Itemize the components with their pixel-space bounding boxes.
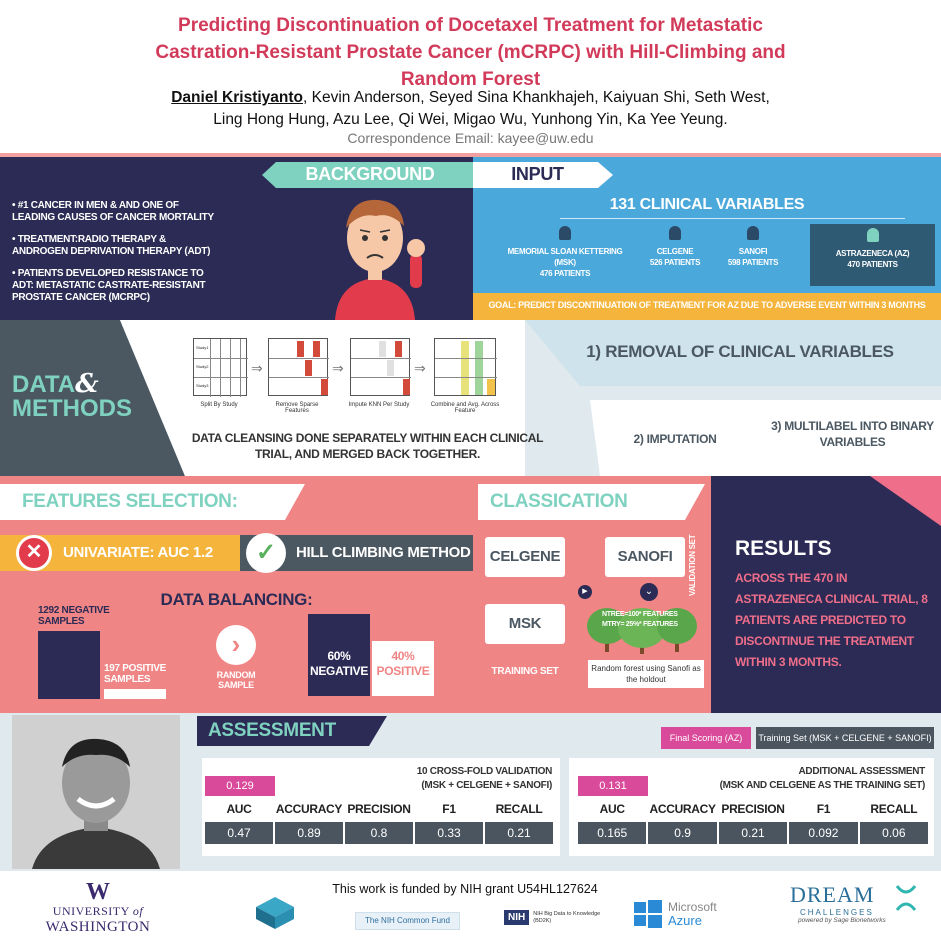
split-by-study-table: Study1 Study2 Study3 [193, 338, 247, 396]
step-remove-label: Remove Sparse Features [275, 402, 319, 414]
metric-value: 0.092 [789, 822, 857, 844]
bullet-2: • TREATMENT:RADIO THERAPY & ANDROGEN DEPRIVATION THERAPY (ADT) [12, 234, 211, 257]
negative-60-text: 60% NEGATIVE [309, 649, 369, 678]
input-title: INPUT [511, 164, 564, 184]
trial-patients: 598 PATIENTS [727, 258, 779, 267]
additional-header-row [578, 798, 928, 820]
ntree: NTREE=100* FEATURES [602, 611, 678, 618]
poster-title [0, 12, 941, 93]
metric-header: F1 [789, 798, 857, 820]
remove-sparse-table [268, 338, 328, 396]
step-split-label: Split By Study [200, 402, 238, 408]
additional-value-row [578, 822, 928, 844]
metric-value: 0.89 [275, 822, 343, 844]
metric-value: 0.8 [345, 822, 413, 844]
classification-title: CLASSICATION [490, 491, 628, 512]
additional-score: 0.131 [578, 776, 648, 796]
rf-note: Random forest using Sanofi as the holdout [588, 660, 704, 688]
rf-params [602, 610, 692, 630]
metric-value: 0.06 [860, 822, 928, 844]
combine-avg-table [434, 338, 496, 396]
methods-title-data: DATA [12, 371, 76, 398]
title-line-1: Predicting Discontinuation of Docetaxel Treatment for Metastatic [178, 15, 763, 36]
person-icon [559, 226, 571, 240]
trial-patients: 470 PATIENTS [847, 260, 898, 269]
metric-header: AUC [578, 798, 646, 820]
cross-icon: ✕ [16, 535, 52, 571]
title-line-2: Castration-Resistant Prostate Cancer (mCRPC) with Hill-Climbing and [155, 42, 786, 63]
cross-fold-header-row [205, 798, 553, 820]
bullet-3: • PATIENTS DEVELOPED RESISTANCE TO ADT: METASTATIC CASTRATE-RESISTANT PROSTATE CANCER (MCRPC) [12, 268, 206, 303]
person-icon [747, 226, 759, 240]
trial-msk [500, 226, 630, 279]
chevron-right-icon: › [216, 625, 256, 665]
metric-value: 0.33 [415, 822, 483, 844]
background-title: BACKGROUND [305, 164, 435, 184]
metric-value: 0.21 [485, 822, 553, 844]
lead-author: Daniel Kristiyanto [171, 89, 304, 106]
results-title: RESULTS [735, 537, 832, 560]
metric-header: AUC [205, 798, 273, 820]
clinical-variables: 131 CLINICAL VARIABLES [609, 196, 805, 213]
metric-header: ACCURACY [648, 798, 716, 820]
bullet-1: • #1 CANCER IN MEN & AND ONE OF LEADING CAUSES OF CANCER MORTALITY [12, 200, 214, 223]
bd2k-text: NIH Big Data to Knowledge (BD2K) [533, 910, 601, 924]
background-bullets [12, 200, 222, 304]
data-balancing-title: DATA BALANCING: [160, 590, 313, 609]
trial-celgene [640, 226, 710, 268]
metric-header: PRECISION [719, 798, 787, 820]
positive-samples-label: 197 POSITIVE SAMPLES [104, 663, 166, 685]
funding-text: This work is funded by NIH grant U54HL127624 [332, 882, 598, 896]
nih-bd2k-logo [504, 910, 601, 925]
assessment-title: ASSESSMENT [208, 720, 336, 741]
features-title: FEATURES SELECTION: [22, 491, 238, 512]
correspondence: Correspondence Email: kayee@uw.edu [347, 130, 594, 146]
metric-value: 0.9 [648, 822, 716, 844]
arrow-icon: ⇒ [332, 360, 344, 376]
random-sample-label: RANDOM SAMPLE [216, 670, 256, 690]
uw-logo: W UNIVERSITY of WASHINGTON [38, 880, 158, 936]
positive-samples-bar [104, 689, 166, 699]
metric-value: 0.165 [578, 822, 646, 844]
negative-samples-bar [38, 631, 100, 699]
person-icon [669, 226, 681, 240]
methods-title-methods: METHODS [12, 395, 132, 422]
metric-header: ACCURACY [275, 798, 343, 820]
legend-final-scoring: Final Scoring (AZ) [661, 727, 751, 749]
azure-logo: Microsoft Azure [634, 900, 717, 928]
arrow-icon: ⇒ [251, 360, 263, 376]
step-3: 3) MULTILABEL INTO BINARY VARIABLES [771, 419, 934, 449]
worried-man-illustration [320, 186, 430, 320]
windows-icon [634, 900, 662, 928]
negative-samples-label: 1292 NEGATIVE SAMPLES [38, 605, 110, 627]
title-line-3: Random Forest [400, 69, 541, 90]
metric-value: 0.21 [719, 822, 787, 844]
trial-name: MEMORIAL SLOAN KETTERING (MSK) [507, 247, 623, 267]
mtry: MTRY= 25%* FEATURES [602, 621, 678, 628]
authors [0, 87, 941, 131]
trial-sanofi [718, 226, 788, 268]
step-2: 2) IMPUTATION [633, 432, 717, 446]
trial-patients: 476 PATIENTS [539, 269, 591, 278]
cube-logo-icon [250, 893, 300, 933]
check-icon: ✓ [246, 533, 286, 573]
nih-common-fund-logo: The NIH Common Fund [355, 912, 460, 930]
uw-w-icon: W [86, 879, 110, 905]
step-combine-label: Combine and Avg. Across Feature [430, 402, 500, 414]
nih-badge: NIH [504, 910, 529, 925]
metric-header: F1 [415, 798, 483, 820]
hill-climbing-label: HILL CLIMBING METHOD [296, 544, 471, 561]
additional-caption: ADDITIONAL ASSESSMENT (MSK AND CELGENE AS THE TRAINING SET) [719, 766, 925, 791]
authors-line-1: , Kevin Anderson, Seyed Sina Khankhajeh, Kaiyuan Shi, Seth West, [303, 89, 770, 106]
results-corner [870, 476, 941, 526]
trial-az [810, 228, 935, 270]
positive-40-text: 40% POSITIVE [376, 649, 430, 678]
arrow-icon: ⇒ [414, 360, 426, 376]
step-impute-label: Impute KNN Per Study [348, 402, 410, 408]
cleansing-text: DATA CLEANSING DONE SEPARATELY WITHIN EACH CLINICAL TRIAL, AND MERGED BACK TOGETHER. [191, 431, 544, 461]
training-set-label: TRAINING SET [491, 666, 559, 677]
univariate-label: UNIVARIATE: AUC 1.2 [63, 544, 213, 561]
trial-name: ASTRAZENECA (AZ) [835, 249, 910, 258]
methods-title [12, 369, 132, 422]
sanofi-card: SANOFI [605, 537, 685, 577]
chevron-down-icon: ⌄ [640, 583, 658, 601]
cross-fold-score: 0.129 [205, 776, 275, 796]
metric-header: RECALL [485, 798, 553, 820]
metric-value: 0.47 [205, 822, 273, 844]
results-text: ACROSS THE 470 IN ASTRAZENECA CLINICAL TRIAL, 8 PATIENTS ARE PREDICTED TO DISCONTINUE THE TREATMENT WITHIN 3 MONTHS. [735, 571, 928, 669]
trial-name: CELGENE [656, 247, 694, 256]
dream-challenges-logo: DREAM CHALLENGES powered by Sage Bionetworks [790, 882, 886, 924]
metric-header: PRECISION [345, 798, 413, 820]
msk-card: MSK [485, 604, 565, 644]
play-icon: ▶ [578, 585, 592, 599]
celgene-card: CELGENE [485, 537, 565, 577]
goal-text: GOAL: PREDICT DISCONTINUATION OF TREATMENT FOR AZ DUE TO ADVERSE EVENT WITHIN 3 MONTHS [488, 300, 926, 310]
cross-fold-value-row [205, 822, 553, 844]
cross-fold-caption: 10 CROSS-FOLD VALIDATION (MSK + CELGENE + SANOFI) [416, 766, 552, 791]
authors-line-2: Ling Hong Hung, Azu Lee, Qi Wei, Migao Wu, Yunhong Yin, Ka Yee Yeung. [213, 111, 728, 128]
person-icon [867, 228, 879, 242]
top-divider [0, 153, 941, 157]
validation-set-label: VALIDATION SET [688, 534, 697, 596]
impute-knn-table [350, 338, 410, 396]
step-1: 1) REMOVAL OF CLINICAL VARIABLES [586, 342, 894, 361]
methods-title-amp: & [75, 369, 99, 399]
metric-header: RECALL [860, 798, 928, 820]
variables-underline [560, 218, 905, 219]
author-photo [12, 715, 180, 869]
trial-name: SANOFI [738, 247, 768, 256]
legend-training-set: Training Set (MSK + CELGENE + SANOFI) [756, 727, 934, 749]
trial-patients: 526 PATIENTS [649, 258, 701, 267]
dna-icon [893, 884, 919, 912]
